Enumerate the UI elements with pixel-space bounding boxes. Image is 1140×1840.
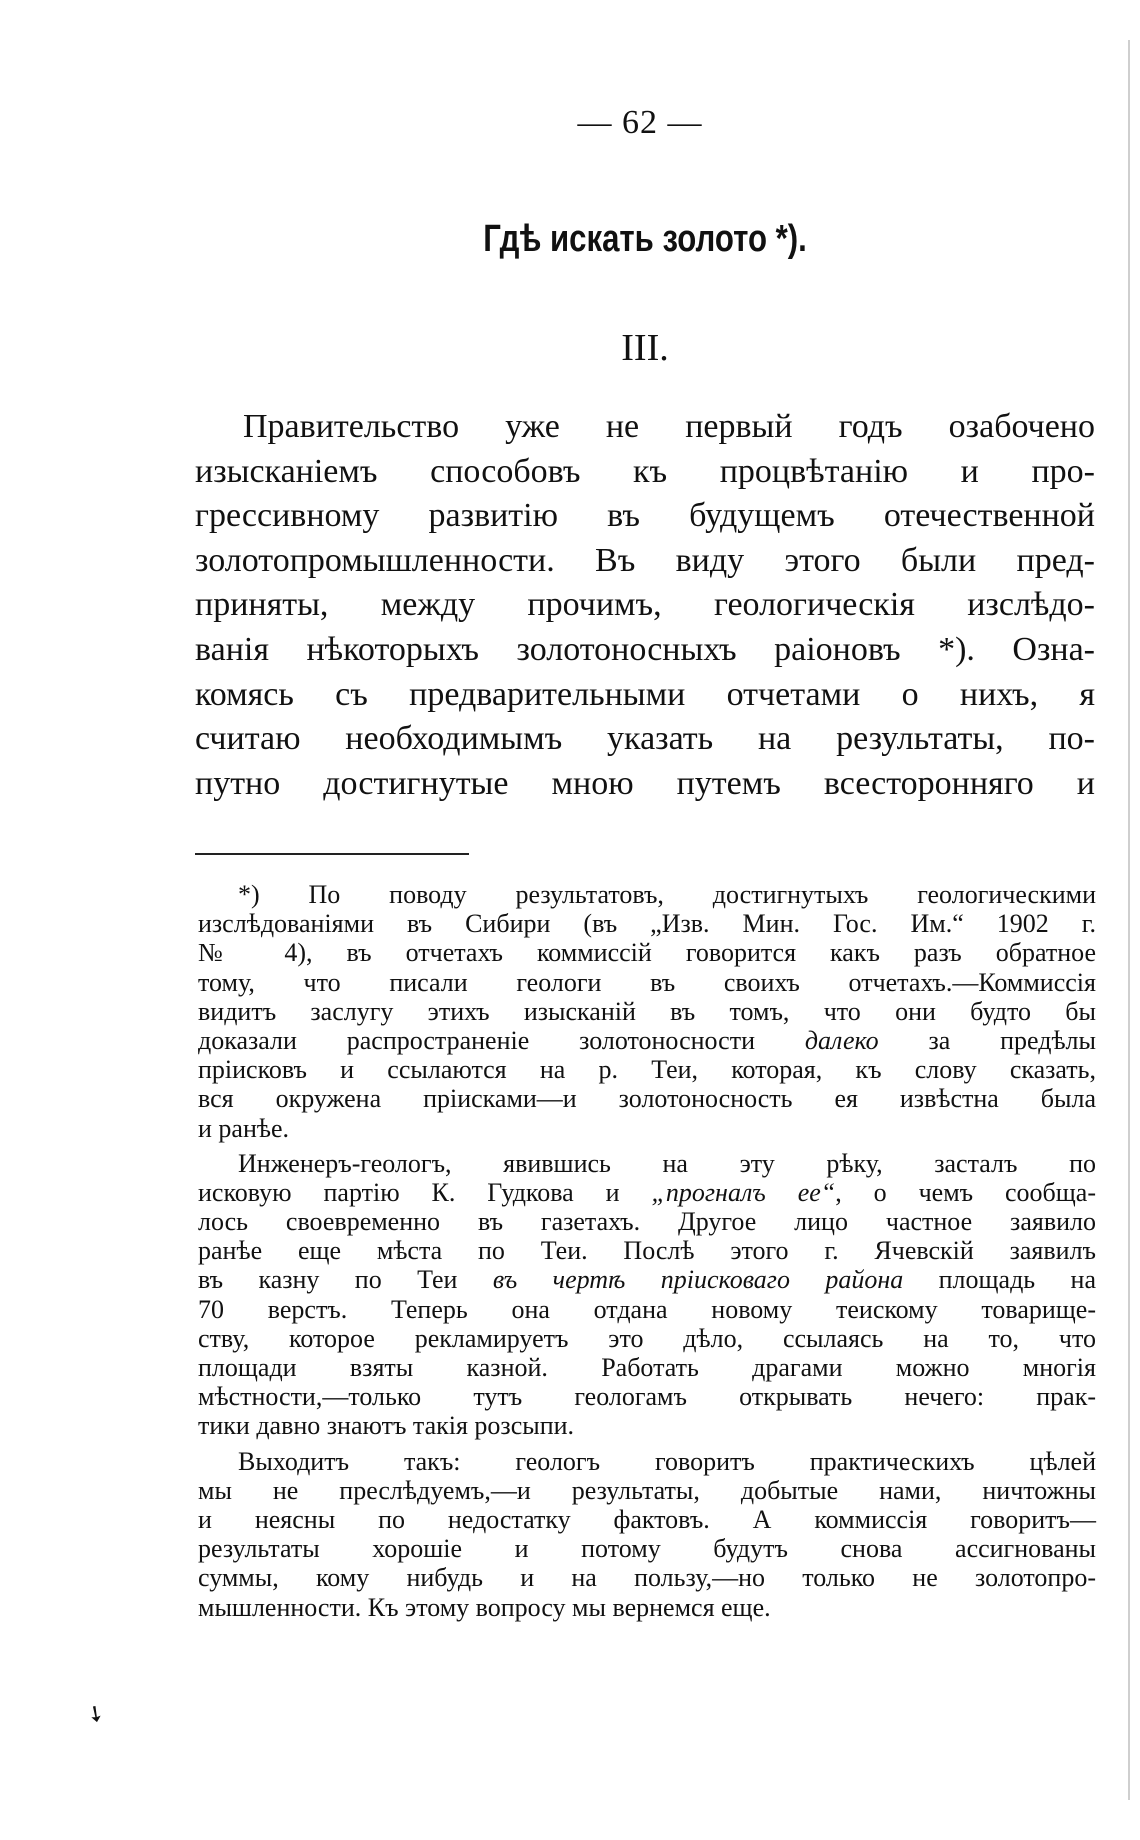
footnote-line: въ казну по Теи въ чертѣ пріисковаго района площадь на [198, 1265, 1097, 1295]
footnote-line: Выходитъ такъ: геологъ говоритъ практическихъ цѣлей [238, 1446, 1096, 1476]
main-line: комясь съ предварительными отчетами о нихъ, я [195, 675, 1095, 713]
footnote-line: пріисковъ и ссылаются на р. Теи, которая, къ слову сказать, [198, 1055, 1096, 1085]
footnote-line: мышленности. Къ этому вопросу мы вернемся еще. [198, 1592, 771, 1622]
main-line: Правительство уже не первый годъ озабочено [243, 408, 1095, 445]
footnote-line: исковую партію К. Гудкова и „прогналъ ее“, о чемъ сообща- [198, 1177, 1096, 1207]
footnote [198, 880, 1096, 1622]
footnote-line: *) По поводу результатовъ, достигнутыхъ геологическими [238, 880, 1096, 909]
footnote-line: мы не преслѣдуемъ,—и результаты, добытые нами, ничтожны [198, 1475, 1096, 1505]
footnote-line: ству, которое рекламируетъ это дѣло, ссылаясь на то, что [198, 1323, 1096, 1353]
footnote-line: 70 верстъ. Теперь она отдана новому теискому товарище- [198, 1294, 1096, 1324]
main-line: приняты, между прочимъ, геологическія изслѣдо- [195, 586, 1095, 624]
footnote-line: № 4), въ отчетахъ коммиссій говорится какъ разъ обратное [198, 938, 1096, 968]
footnote-line: результаты хорошіе и потому будутъ снова ассигнованы [198, 1534, 1096, 1564]
stray-ink-mark-icon: ➘ [80, 1698, 110, 1731]
footnote-line: изслѣдованіями въ Сибири (въ „Изв. Мин. Гос. Им.“ 1902 г. [198, 909, 1096, 939]
footnote-line: тому, что писали геологи въ своихъ отчетахъ.—Коммиссія [198, 967, 1096, 997]
main-paragraph [195, 405, 1095, 806]
footnote-line: вся окружена пріисками—и золотоносность ея извѣстна была [198, 1084, 1096, 1114]
footnote-separator [195, 853, 469, 855]
footnote-line: и неясны по недостатку фактовъ. А коммиссія говоритъ— [198, 1504, 1096, 1534]
main-line: путно достигнутые мною путемъ всесторонняго и [195, 764, 1095, 802]
scan-edge-line [1128, 40, 1130, 1800]
footnote-line: видитъ заслугу этихъ изысканій въ томъ, что они будто бы [198, 996, 1096, 1026]
main-line: ванія нѣкоторыхъ золотоносныхъ раіоновъ *). Озна- [195, 630, 1095, 668]
footnote-line: суммы, кому нибудь и на пользу,—но только не золотопро- [198, 1563, 1096, 1593]
main-line: грессивному развитію въ будущемъ отечественной [195, 497, 1095, 535]
section-number: III. [621, 327, 669, 369]
main-line: изысканіемъ способовъ къ процвѣтанію и про- [195, 452, 1095, 490]
page-number: — 62 — [577, 104, 703, 141]
footnote-line: Инженеръ-геологъ, явившись на эту рѣку, засталъ по [238, 1148, 1096, 1178]
footnote-line: лось своевременно въ газетахъ. Другое лицо частное заявило [198, 1207, 1096, 1237]
footnote-line: площади взяты казной. Работать драгами можно многія [198, 1353, 1096, 1382]
footnote-line: мѣстности,—только тутъ геологамъ открывать нечего: прак- [198, 1382, 1096, 1412]
footnote-line: тики давно знаютъ такія розсыпи. [198, 1411, 575, 1441]
main-line: золотопромышленности. Въ виду этого были пред- [195, 541, 1095, 579]
footnote-line: ранѣе еще мѣста по Теи. Послѣ этого г. Ячевскій заявилъ [198, 1236, 1096, 1266]
footnote-line: и ранѣе. [198, 1113, 290, 1143]
article-title: Гдѣ искать золото *). [483, 218, 807, 260]
footnote-line: доказали распространеніе золотоносности далеко за предѣлы [198, 1025, 1097, 1055]
main-line: считаю необходимымъ указать на результаты, по- [195, 720, 1095, 758]
